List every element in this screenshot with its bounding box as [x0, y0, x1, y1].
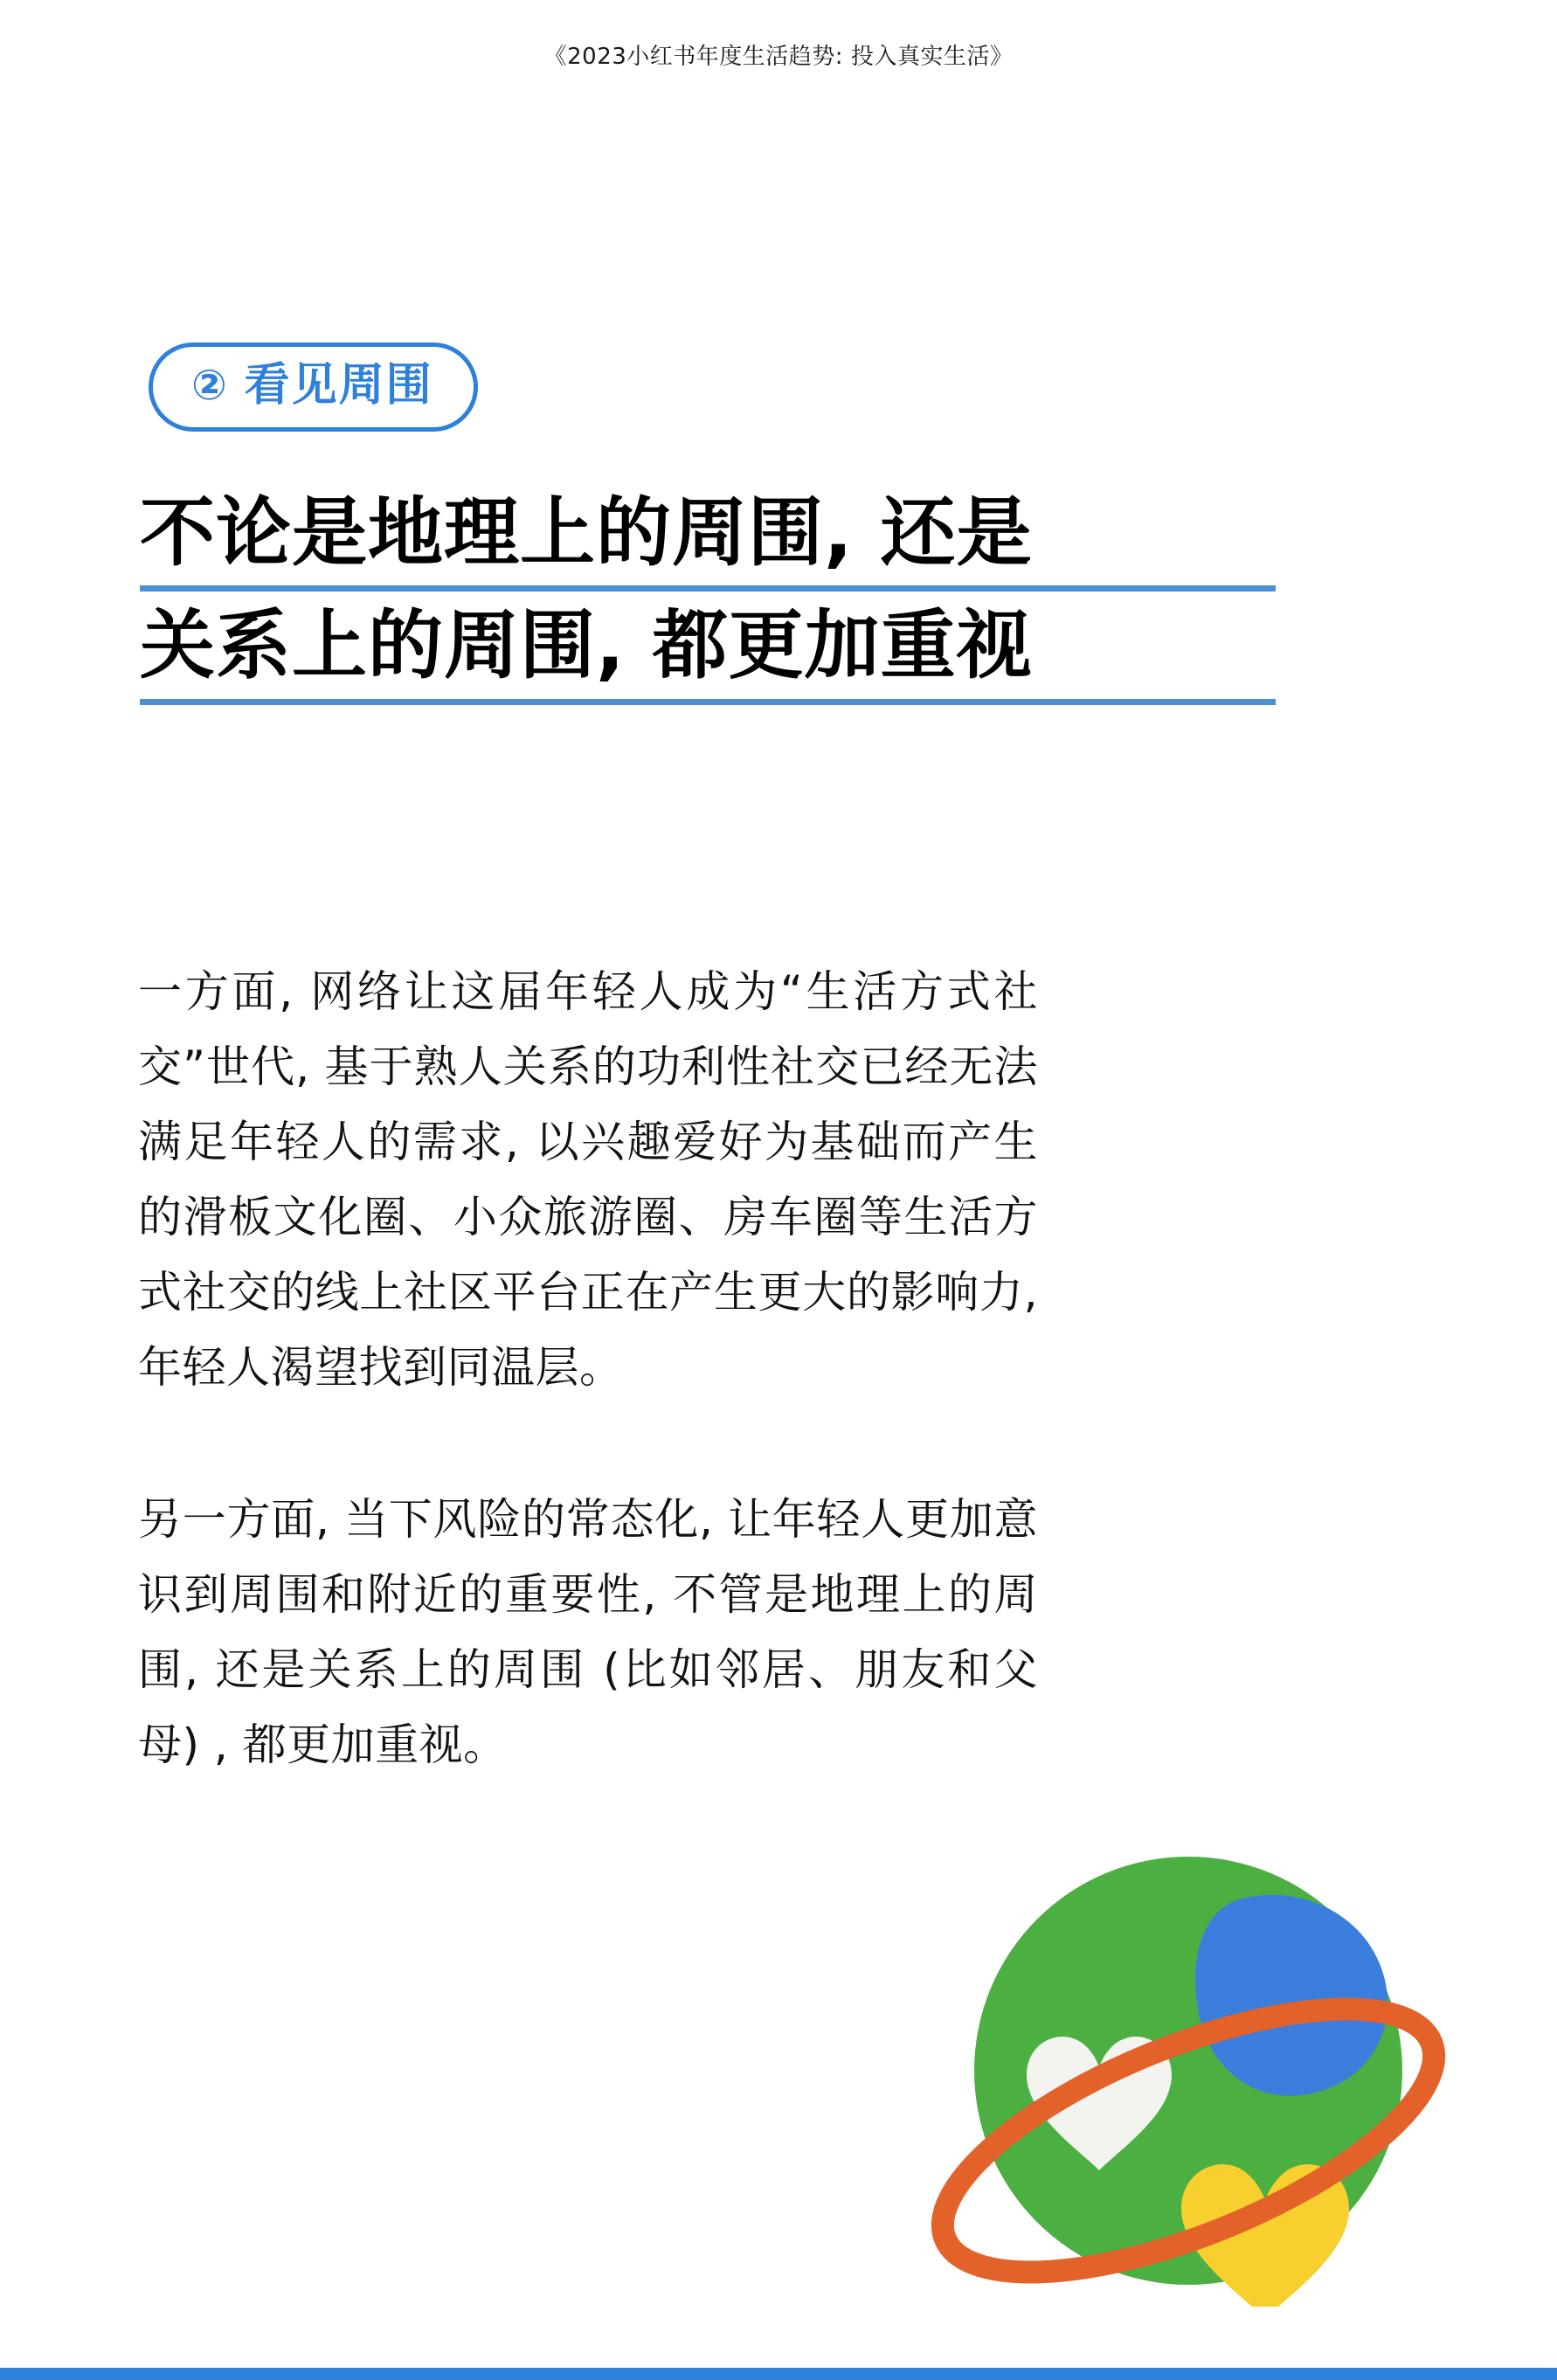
section-badge-label: 看见周围 [244, 359, 433, 412]
body-text [138, 910, 1038, 1826]
section-badge [149, 342, 478, 432]
section-badge-number: ② [191, 361, 227, 410]
body-paragraph-2: 另一方面, 当下风险的常态化, 让年轻人更加意识到周围和附近的重要性, 不管是地理上的周围, 还是关系上的周围 (比如邻居、朋友和父母) , 都更加重视。 [138, 1494, 1038, 1770]
headline-line-1: 不论是地理上的周围, 还是 [140, 486, 1276, 592]
body-paragraph-1: 一方面, 网络让这届年轻人成为“生活方式社交”世代, 基于熟人关系的功利性社交已经无法满足年轻人的需求, 以兴趣爱好为基础而产生的滑板文化圈、小众旅游圈、房车圈等生活方式社交的线上社区平台正在产生更大的影响力, 年轻人渴望找到同温层。 [138, 966, 1038, 1393]
footer-accent-bar [0, 2368, 1557, 2380]
page-title [140, 486, 1302, 712]
globe-blue-patch-icon [1195, 1895, 1387, 2096]
headline-line-2: 关系上的周围, 都更加重视 [140, 598, 1276, 704]
globe-with-hearts-and-orbit-illustration [839, 1852, 1538, 2307]
document-header-title: 《2023小红书年度生活趋势: 投入真实生活》 [543, 44, 1014, 70]
